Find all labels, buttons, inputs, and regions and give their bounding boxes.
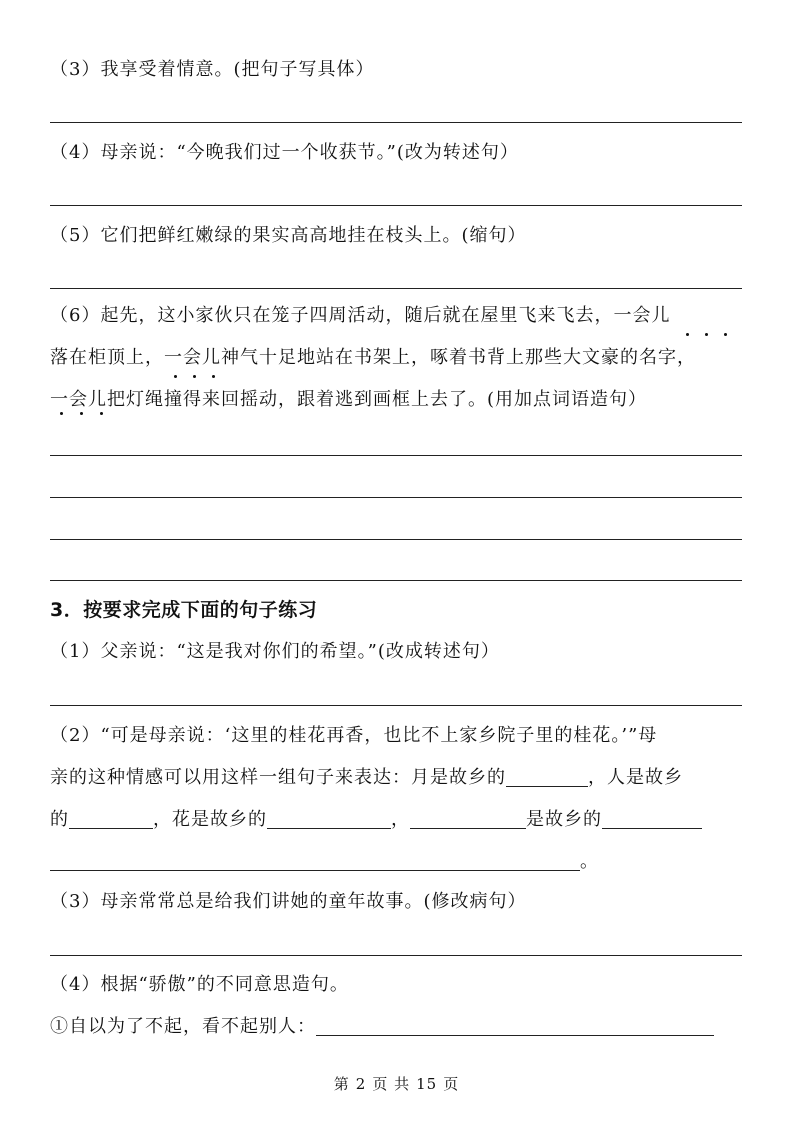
- question-2-6-line3: 一会儿把灯绳撞得来回摇动，跟着逃到画框上去了。(用加点词语造句）: [50, 389, 648, 410]
- emphasis-dot: [686, 333, 689, 336]
- fill-text: 。: [580, 851, 599, 872]
- emphasis-dot: [705, 333, 708, 336]
- emphasis-dot: [60, 412, 63, 415]
- question-2-4: （4）母亲说：“今晚我们过一个收获节。”(改为转述句）: [50, 142, 519, 163]
- page-total: 15: [416, 1075, 438, 1093]
- fill-text: 是故乡的: [526, 809, 602, 830]
- answer-line[interactable]: [50, 580, 742, 581]
- fill-blank[interactable]: [602, 810, 702, 829]
- answer-line[interactable]: [50, 539, 742, 540]
- emphasis-dot: [80, 412, 83, 415]
- answer-line[interactable]: [50, 122, 742, 123]
- emphasis-dot: [724, 333, 727, 336]
- fill-blank[interactable]: [316, 1017, 714, 1036]
- question-2-3: （3）我享受着情意。(把句子写具体）: [50, 59, 375, 80]
- answer-line[interactable]: [50, 497, 742, 498]
- fill-text: ①自以为了不起，看不起别人：: [50, 1016, 316, 1037]
- page-prefix: 第: [333, 1075, 350, 1093]
- question-3-2-line3: [50, 808, 702, 832]
- fill-blank[interactable]: [69, 810, 153, 829]
- emphasis-dot: [193, 375, 196, 378]
- emphasis-dot: [212, 375, 215, 378]
- section-3-heading: 3．按要求完成下面的句子练习: [50, 599, 318, 621]
- question-3-3: （3）母亲常常总是给我们讲她的童年故事。(修改病句）: [50, 891, 527, 912]
- fill-text: ，人是故乡: [588, 767, 683, 788]
- answer-line[interactable]: [50, 205, 742, 206]
- fill-text: ，: [391, 809, 410, 830]
- answer-line[interactable]: [50, 705, 742, 706]
- question-3-2-line4: [50, 850, 599, 874]
- question-2-6-line1: （6）起先，这小家伙只在笼子四周活动，随后就在屋里飞来飞去，一会儿: [50, 305, 671, 326]
- page-suffix: 页: [443, 1075, 460, 1093]
- question-2-6-line2: 落在柜顶上，一会儿神气十足地站在书架上，啄着书背上那些大文豪的名字，: [50, 347, 696, 368]
- fill-blank[interactable]: [50, 852, 580, 871]
- fill-text: ，花是故乡的: [153, 809, 267, 830]
- question-3-4: （4）根据“骄傲”的不同意思造句。: [50, 974, 349, 995]
- emphasis-dot: [100, 412, 103, 415]
- answer-line[interactable]: [50, 288, 742, 289]
- answer-line[interactable]: [50, 455, 742, 456]
- answer-line[interactable]: [50, 955, 742, 956]
- question-3-2-line1: （2）“可是母亲说：‘这里的桂花再香，也比不上家乡院子里的桂花。’”母: [50, 725, 658, 746]
- page-mid: 页 共: [372, 1075, 411, 1093]
- fill-blank[interactable]: [410, 810, 526, 829]
- fill-text: 的: [50, 809, 69, 830]
- page-current: 2: [355, 1075, 367, 1093]
- fill-blank[interactable]: [506, 768, 588, 787]
- page-footer: [0, 1073, 793, 1094]
- emphasis-dot: [174, 375, 177, 378]
- question-3-4-item1: [50, 1015, 714, 1039]
- fill-text: 亲的这种情感可以用这样一组句子来表达：月是故乡的: [50, 767, 506, 788]
- fill-blank[interactable]: [267, 810, 391, 829]
- question-2-5: （5）它们把鲜红嫩绿的果实高高地挂在枝头上。(缩句）: [50, 225, 527, 246]
- question-3-1: （1）父亲说：“这是我对你们的希望。”(改成转述句）: [50, 641, 500, 662]
- question-3-2-line2: [50, 766, 683, 790]
